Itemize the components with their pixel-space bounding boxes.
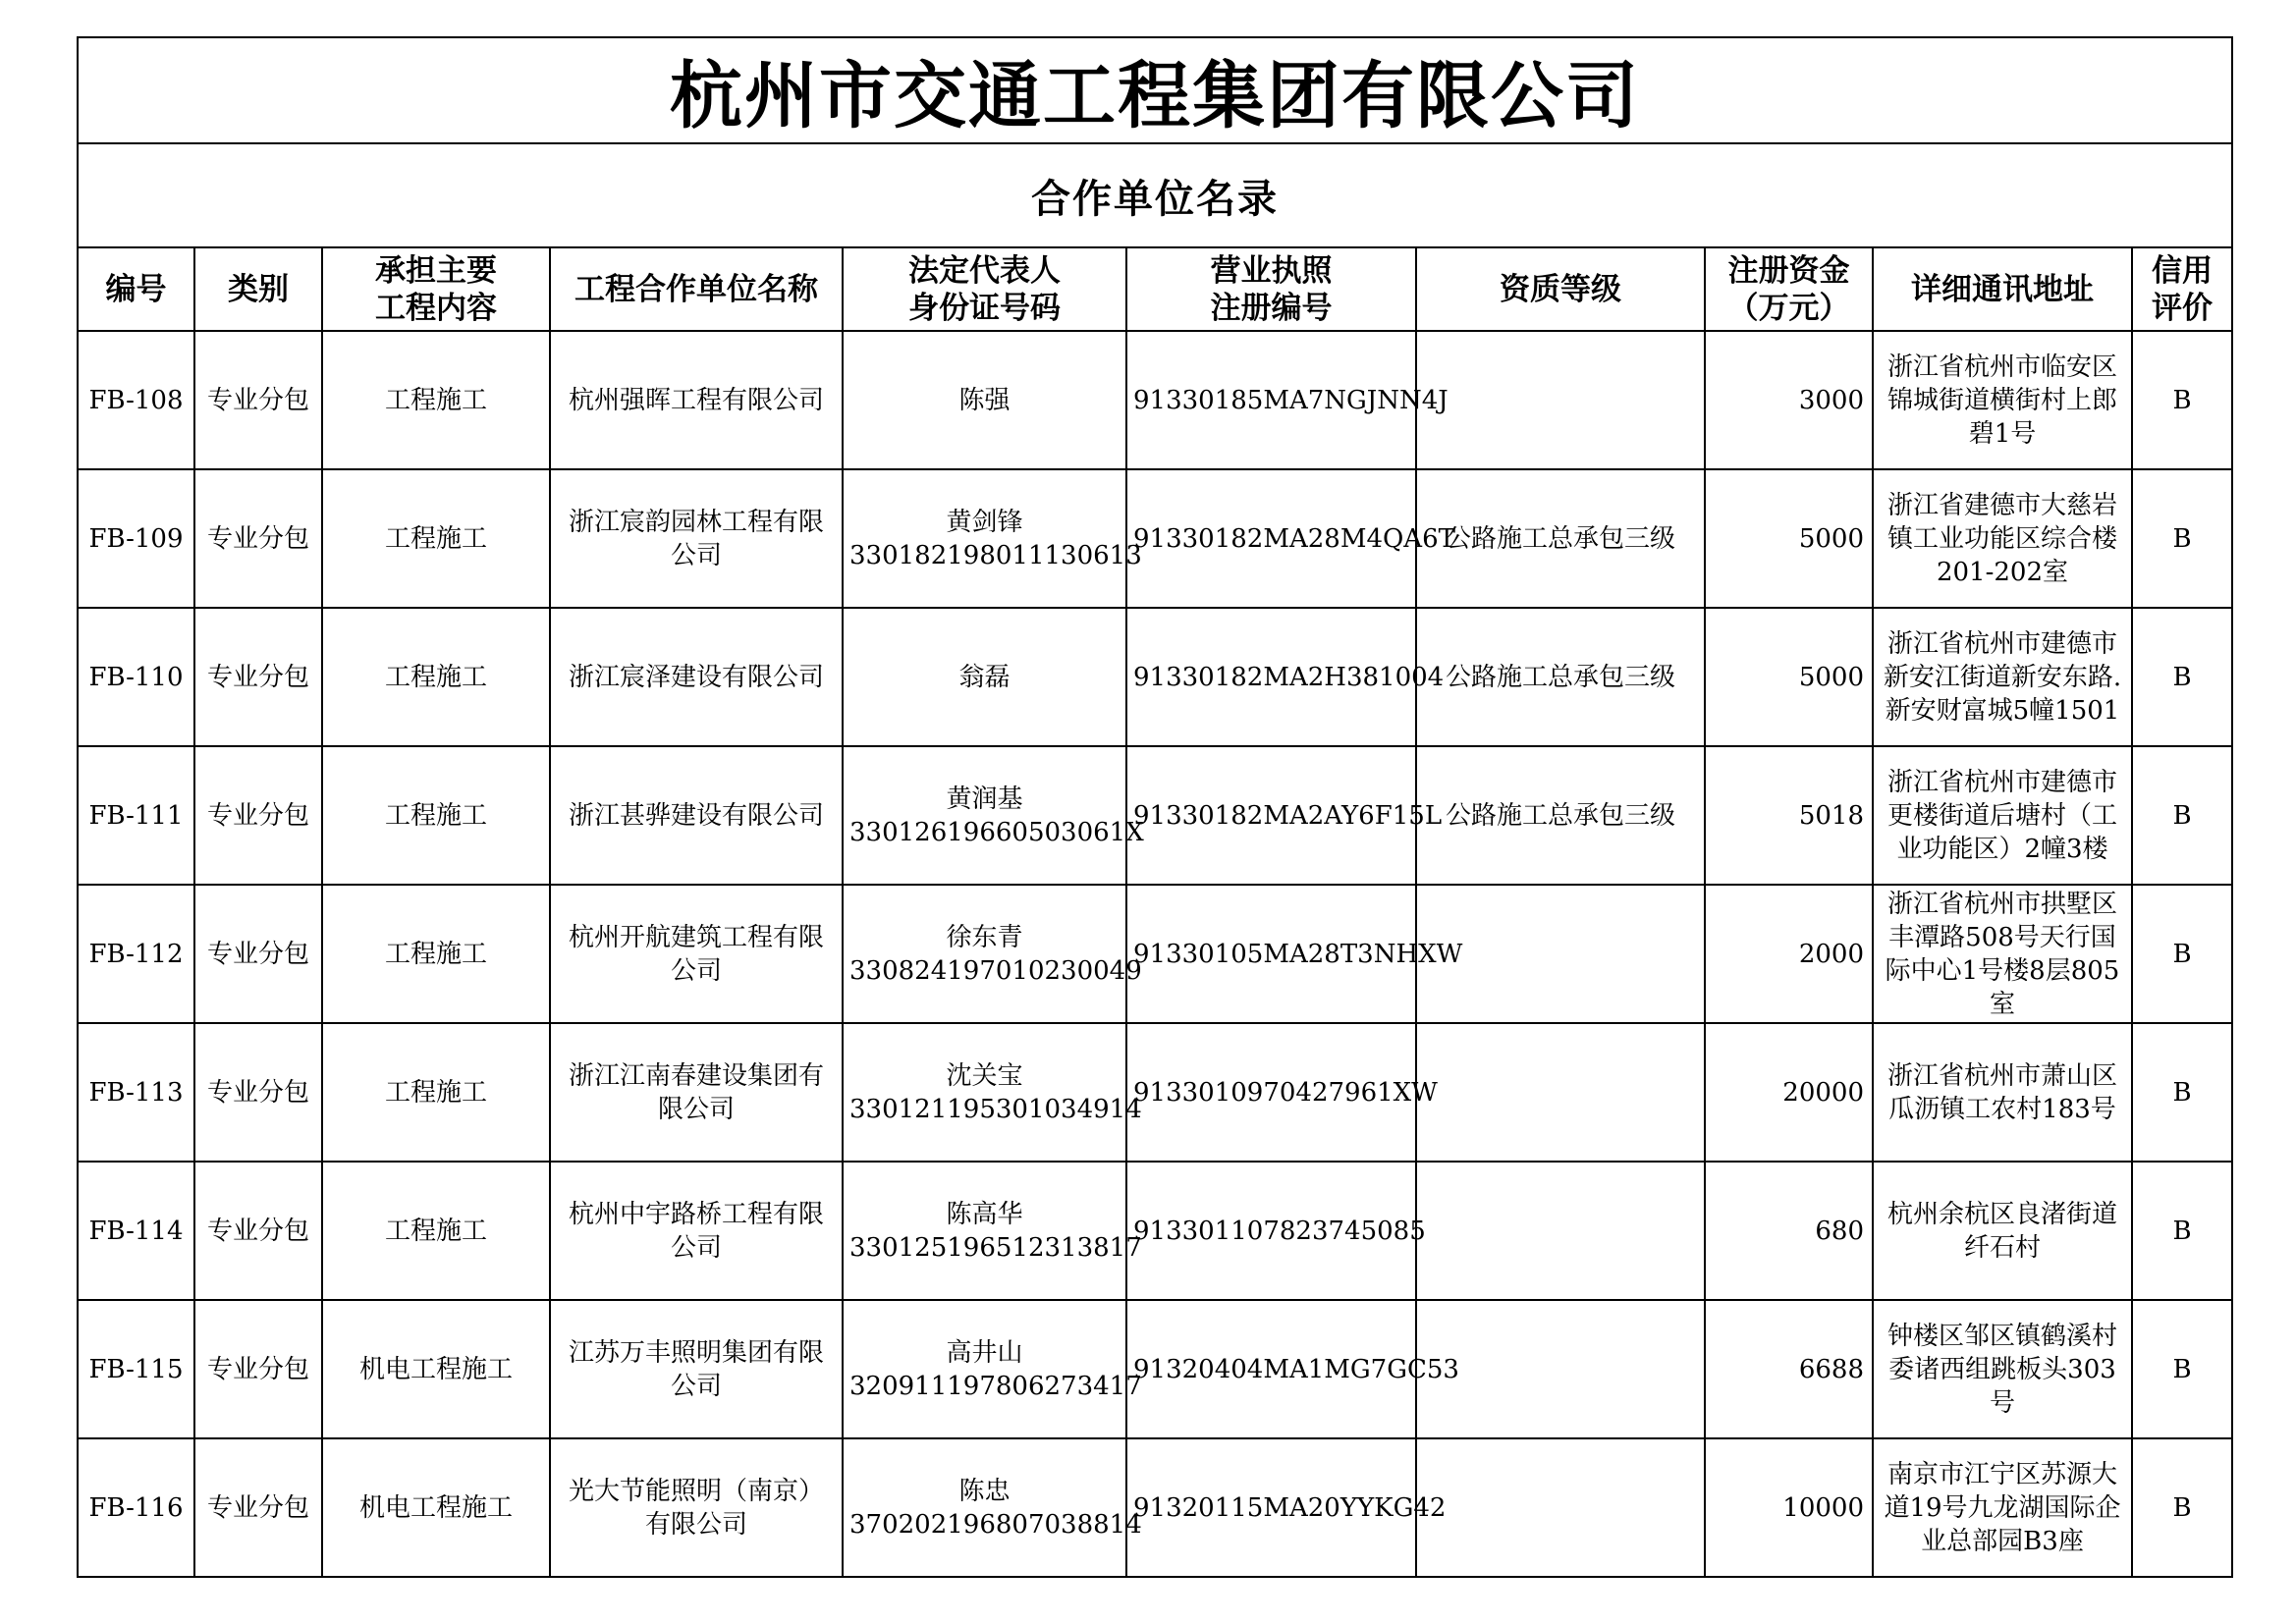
rep-id-number: 330121195301034914 bbox=[849, 1094, 1142, 1124]
cell-id: FB-109 bbox=[78, 469, 194, 608]
cell-capital: 10000 bbox=[1705, 1438, 1873, 1577]
cell-work: 工程施工 bbox=[322, 331, 550, 469]
cell-credit: B bbox=[2132, 608, 2232, 746]
rep-name: 翁磊 bbox=[958, 662, 1011, 692]
header-line: （万元） bbox=[1727, 290, 1850, 326]
cell-company: 杭州强晖工程有限公司 bbox=[550, 331, 843, 469]
cell-credit: B bbox=[2132, 469, 2232, 608]
cell-company: 浙江江南春建设集团有限公司 bbox=[550, 1023, 843, 1162]
cell-qualification bbox=[1416, 331, 1705, 469]
cell-work: 工程施工 bbox=[322, 885, 550, 1023]
header-credit bbox=[2132, 247, 2232, 331]
header-line: 注册编号 bbox=[1210, 290, 1333, 326]
header-category bbox=[194, 247, 322, 331]
cell-address: 浙江省杭州市建德市更楼街道后塘村（工业功能区）2幢3楼 bbox=[1873, 746, 2132, 885]
cell-license: 91330185MA7NGJNN4J bbox=[1126, 331, 1416, 469]
cell-company: 杭州中宇路桥工程有限公司 bbox=[550, 1162, 843, 1300]
cell-work: 工程施工 bbox=[322, 1023, 550, 1162]
table-row bbox=[78, 746, 2232, 885]
cell-category: 专业分包 bbox=[194, 1023, 322, 1162]
cell-work: 工程施工 bbox=[322, 1162, 550, 1300]
cell-category: 专业分包 bbox=[194, 331, 322, 469]
rep-name: 陈高华 bbox=[946, 1199, 1023, 1229]
cell-qualification: 公路施工总承包三级 bbox=[1416, 746, 1705, 885]
rep-name: 沈关宝 bbox=[946, 1060, 1023, 1091]
cell-category: 专业分包 bbox=[194, 746, 322, 885]
cell-license: 91330182MA2AY6F15L bbox=[1126, 746, 1416, 885]
table-row bbox=[78, 885, 2232, 1023]
cell-qualification bbox=[1416, 1023, 1705, 1162]
cell-credit: B bbox=[2132, 1023, 2232, 1162]
cell-qualification bbox=[1416, 1300, 1705, 1438]
table-row bbox=[78, 1300, 2232, 1438]
rep-name: 黄润基 bbox=[946, 784, 1023, 814]
cell-category: 专业分包 bbox=[194, 1300, 322, 1438]
cell-capital: 6688 bbox=[1705, 1300, 1873, 1438]
cell-capital: 20000 bbox=[1705, 1023, 1873, 1162]
cell-credit: B bbox=[2132, 1300, 2232, 1438]
header-line: 工程内容 bbox=[375, 290, 497, 326]
header-line: 资质等级 bbox=[1500, 271, 1621, 307]
directory-sheet bbox=[77, 36, 2231, 1578]
header-line: 编号 bbox=[105, 271, 167, 307]
cell-category: 专业分包 bbox=[194, 469, 322, 608]
cell-address: 南京市江宁区苏源大道19号九龙湖国际企业总部园B3座 bbox=[1873, 1438, 2132, 1577]
cell-qualification bbox=[1416, 1438, 1705, 1577]
table-row bbox=[78, 608, 2232, 746]
header-id bbox=[78, 247, 194, 331]
cell-license: 9133010970427961XW bbox=[1126, 1023, 1416, 1162]
cell-category: 专业分包 bbox=[194, 885, 322, 1023]
cell-company: 浙江宸韵园林工程有限公司 bbox=[550, 469, 843, 608]
table-row bbox=[78, 1162, 2232, 1300]
table-row bbox=[78, 1023, 2232, 1162]
cell-address: 钟楼区邹区镇鹤溪村委诸西组跳板头303号 bbox=[1873, 1300, 2132, 1438]
cell-work: 机电工程施工 bbox=[322, 1438, 550, 1577]
table-row bbox=[78, 1438, 2232, 1577]
cell-id: FB-115 bbox=[78, 1300, 194, 1438]
header-line: 评价 bbox=[2152, 290, 2213, 326]
cell-id: FB-116 bbox=[78, 1438, 194, 1577]
cell-representative bbox=[843, 469, 1142, 608]
cell-company: 浙江甚骅建设有限公司 bbox=[550, 746, 843, 885]
cell-company: 浙江宸泽建设有限公司 bbox=[550, 608, 843, 746]
cell-qualification bbox=[1416, 1162, 1705, 1300]
cell-license: 913301107823745085 bbox=[1126, 1162, 1416, 1300]
cell-address: 浙江省杭州市萧山区瓜沥镇工农村183号 bbox=[1873, 1023, 2132, 1162]
cell-capital: 3000 bbox=[1705, 331, 1873, 469]
header-work bbox=[322, 247, 550, 331]
cell-company: 光大节能照明（南京）有限公司 bbox=[550, 1438, 843, 1577]
cell-id: FB-112 bbox=[78, 885, 194, 1023]
header-line: 身份证号码 bbox=[908, 290, 1061, 326]
cell-capital: 2000 bbox=[1705, 885, 1873, 1023]
cell-representative bbox=[843, 1438, 1142, 1577]
cell-representative bbox=[843, 1162, 1142, 1300]
cell-work: 工程施工 bbox=[322, 746, 550, 885]
cell-company: 江苏万丰照明集团有限公司 bbox=[550, 1300, 843, 1438]
cell-address: 浙江省杭州市建德市新安江街道新安东路.新安财富城5幢1501 bbox=[1873, 608, 2132, 746]
cell-credit: B bbox=[2132, 1162, 2232, 1300]
rep-name: 黄剑锋 bbox=[946, 507, 1023, 537]
cell-representative bbox=[843, 331, 1126, 469]
cell-credit: B bbox=[2132, 331, 2232, 469]
cell-license: 91320404MA1MG7GC53 bbox=[1126, 1300, 1416, 1438]
cell-capital: 5000 bbox=[1705, 608, 1873, 746]
header-capital bbox=[1705, 247, 1873, 331]
cell-credit: B bbox=[2132, 1438, 2232, 1577]
rep-name: 陈强 bbox=[958, 385, 1011, 415]
cell-license: 91320115MA20YYKG42 bbox=[1126, 1438, 1416, 1577]
header-line: 类别 bbox=[228, 271, 289, 307]
header-line: 信用 bbox=[2152, 252, 2213, 289]
cell-capital: 5018 bbox=[1705, 746, 1873, 885]
cell-category: 专业分包 bbox=[194, 1162, 322, 1300]
cell-work: 工程施工 bbox=[322, 608, 550, 746]
cell-id: FB-108 bbox=[78, 331, 194, 469]
cell-work: 工程施工 bbox=[322, 469, 550, 608]
header-line: 法定代表人 bbox=[908, 252, 1061, 289]
rep-id-number: 330824197010230049 bbox=[849, 955, 1142, 986]
header-representative bbox=[843, 247, 1126, 331]
header-license bbox=[1126, 247, 1416, 331]
cell-capital: 680 bbox=[1705, 1162, 1873, 1300]
rep-id-number: 370202196807038814 bbox=[849, 1509, 1142, 1540]
cell-work: 机电工程施工 bbox=[322, 1300, 550, 1438]
cell-credit: B bbox=[2132, 746, 2232, 885]
partner-table bbox=[77, 36, 2233, 1578]
cell-credit: B bbox=[2132, 885, 2232, 1023]
header-qualification bbox=[1416, 247, 1705, 331]
cell-id: FB-110 bbox=[78, 608, 194, 746]
cell-representative bbox=[843, 608, 1126, 746]
page-subtitle: 合作单位名录 bbox=[78, 143, 2232, 247]
header-company bbox=[550, 247, 843, 331]
cell-representative bbox=[843, 1300, 1142, 1438]
rep-id-number: 330182198011130613 bbox=[849, 540, 1142, 570]
cell-license: 91330182MA2H381004 bbox=[1126, 608, 1416, 746]
rep-id-number: 330125196512313817 bbox=[849, 1232, 1142, 1263]
cell-id: FB-111 bbox=[78, 746, 194, 885]
cell-representative bbox=[843, 1023, 1142, 1162]
cell-license: 91330105MA28T3NHXW bbox=[1126, 885, 1416, 1023]
cell-capital: 5000 bbox=[1705, 469, 1873, 608]
cell-address: 浙江省建德市大慈岩镇工业功能区综合楼201-202室 bbox=[1873, 469, 2132, 608]
cell-license: 91330182MA28M4QA6T bbox=[1126, 469, 1416, 608]
rep-id-number: 33012619660503061X bbox=[849, 817, 1144, 847]
cell-category: 专业分包 bbox=[194, 608, 322, 746]
header-address bbox=[1873, 247, 2132, 331]
cell-representative bbox=[843, 885, 1142, 1023]
header-line: 详细通讯地址 bbox=[1911, 271, 2094, 307]
cell-id: FB-114 bbox=[78, 1162, 194, 1300]
cell-address: 杭州余杭区良渚街道纤石村 bbox=[1873, 1162, 2132, 1300]
header-line: 注册资金 bbox=[1727, 252, 1850, 289]
header-row bbox=[78, 247, 2232, 331]
header-line: 工程合作单位名称 bbox=[574, 271, 818, 307]
rep-name: 高井山 bbox=[946, 1337, 1023, 1368]
cell-id: FB-113 bbox=[78, 1023, 194, 1162]
rep-name: 陈忠 bbox=[958, 1476, 1011, 1506]
cell-company: 杭州开航建筑工程有限公司 bbox=[550, 885, 843, 1023]
page-title: 杭州市交通工程集团有限公司 bbox=[78, 37, 2232, 143]
table-row bbox=[78, 469, 2232, 608]
cell-category: 专业分包 bbox=[194, 1438, 322, 1577]
rep-id-number: 320911197806273417 bbox=[849, 1371, 1142, 1401]
cell-representative bbox=[843, 746, 1144, 885]
cell-qualification: 公路施工总承包三级 bbox=[1416, 608, 1705, 746]
cell-address: 浙江省杭州市拱墅区丰潭路508号天行国际中心1号楼8层805室 bbox=[1873, 885, 2132, 1023]
header-line: 营业执照 bbox=[1210, 252, 1333, 289]
cell-qualification: 公路施工总承包三级 bbox=[1416, 469, 1705, 608]
header-line: 承担主要 bbox=[375, 252, 497, 289]
table-row bbox=[78, 331, 2232, 469]
rep-name: 徐东青 bbox=[946, 922, 1023, 952]
cell-address: 浙江省杭州市临安区锦城街道横街村上郎碧1号 bbox=[1873, 331, 2132, 469]
